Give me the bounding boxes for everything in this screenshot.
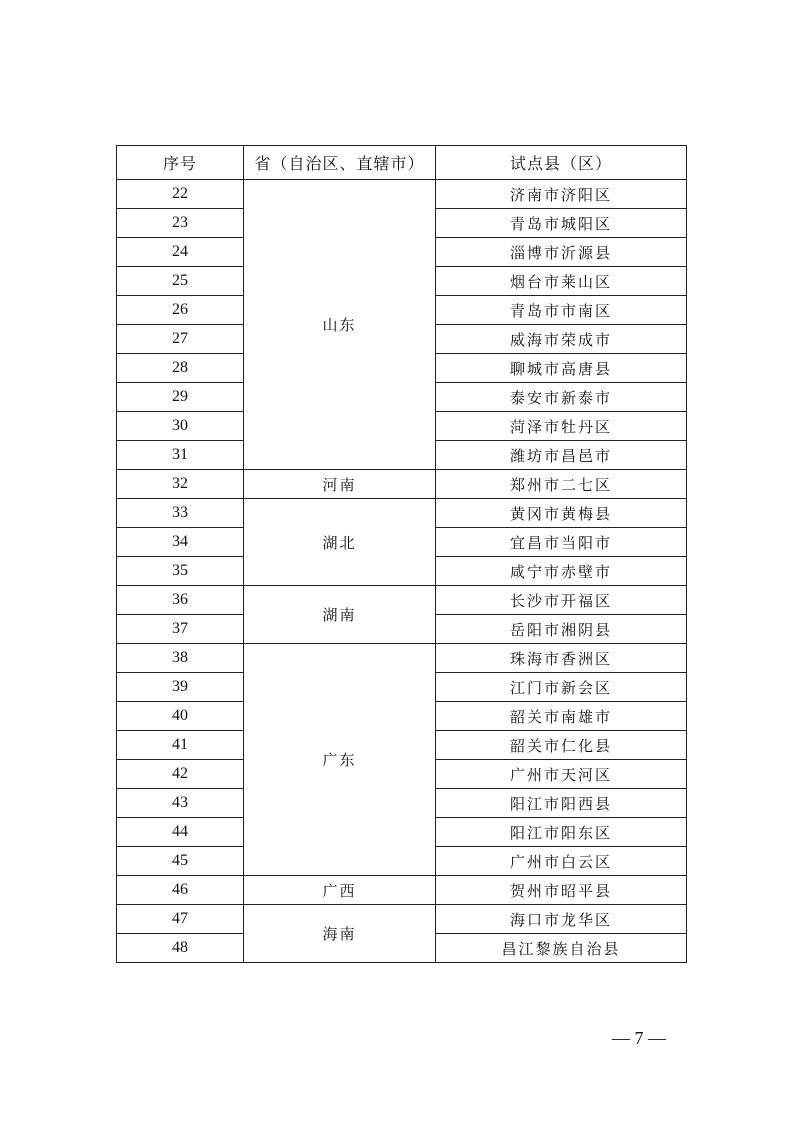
county-cell: 江门市新会区 <box>436 673 687 702</box>
row-index: 28 <box>117 354 244 383</box>
row-index: 27 <box>117 325 244 354</box>
county-cell: 潍坊市昌邑市 <box>436 441 687 470</box>
row-index: 30 <box>117 412 244 441</box>
county-cell: 黄冈市黄梅县 <box>436 499 687 528</box>
province-cell: 河南 <box>244 470 436 499</box>
province-cell: 山东 <box>244 180 436 470</box>
table-row <box>117 180 687 209</box>
row-index: 29 <box>117 383 244 412</box>
table-row <box>117 586 687 615</box>
row-index: 37 <box>117 615 244 644</box>
row-index: 35 <box>117 557 244 586</box>
row-index: 38 <box>117 644 244 673</box>
county-cell: 岳阳市湘阴县 <box>436 615 687 644</box>
row-index: 36 <box>117 586 244 615</box>
row-index: 46 <box>117 876 244 905</box>
page-number: — 7 — <box>612 1028 666 1048</box>
county-cell: 威海市荣成市 <box>436 325 687 354</box>
header-index: 序号 <box>117 146 244 180</box>
province-cell: 湖北 <box>244 499 436 586</box>
table-row <box>117 905 687 934</box>
row-index: 22 <box>117 180 244 209</box>
row-index: 44 <box>117 818 244 847</box>
row-index: 48 <box>117 934 244 963</box>
table-row <box>117 499 687 528</box>
row-index: 24 <box>117 238 244 267</box>
province-cell: 海南 <box>244 905 436 963</box>
row-index: 34 <box>117 528 244 557</box>
row-index: 33 <box>117 499 244 528</box>
county-cell: 咸宁市赤壁市 <box>436 557 687 586</box>
row-index: 43 <box>117 789 244 818</box>
row-index: 25 <box>117 267 244 296</box>
county-cell: 泰安市新泰市 <box>436 383 687 412</box>
row-index: 41 <box>117 731 244 760</box>
row-index: 47 <box>117 905 244 934</box>
county-cell: 菏泽市牡丹区 <box>436 412 687 441</box>
table-row <box>117 470 687 499</box>
row-index: 45 <box>117 847 244 876</box>
county-cell: 青岛市市南区 <box>436 296 687 325</box>
county-cell: 阳江市阳东区 <box>436 818 687 847</box>
province-cell: 湖南 <box>244 586 436 644</box>
county-cell: 韶关市仁化县 <box>436 731 687 760</box>
province-cell: 广西 <box>244 876 436 905</box>
county-cell: 淄博市沂源县 <box>436 238 687 267</box>
county-cell: 韶关市南雄市 <box>436 702 687 731</box>
row-index: 42 <box>117 760 244 789</box>
header-county: 试点县（区） <box>436 146 687 180</box>
row-index: 23 <box>117 209 244 238</box>
county-cell: 烟台市莱山区 <box>436 267 687 296</box>
county-cell: 聊城市高唐县 <box>436 354 687 383</box>
county-cell: 贺州市昭平县 <box>436 876 687 905</box>
county-cell: 郑州市二七区 <box>436 470 687 499</box>
row-index: 39 <box>117 673 244 702</box>
county-cell: 长沙市开福区 <box>436 586 687 615</box>
county-cell: 青岛市城阳区 <box>436 209 687 238</box>
table-row <box>117 644 687 673</box>
county-cell: 昌江黎族自治县 <box>436 934 687 963</box>
county-cell: 济南市济阳区 <box>436 180 687 209</box>
table-body <box>117 180 687 963</box>
row-index: 32 <box>117 470 244 499</box>
header-province: 省（自治区、直辖市） <box>244 146 436 180</box>
county-cell: 广州市天河区 <box>436 760 687 789</box>
table-header-row <box>117 146 687 180</box>
county-cell: 宜昌市当阳市 <box>436 528 687 557</box>
province-cell: 广东 <box>244 644 436 876</box>
county-cell: 阳江市阳西县 <box>436 789 687 818</box>
table-row <box>117 876 687 905</box>
row-index: 31 <box>117 441 244 470</box>
row-index: 26 <box>117 296 244 325</box>
row-index: 40 <box>117 702 244 731</box>
county-cell: 广州市白云区 <box>436 847 687 876</box>
county-cell: 海口市龙华区 <box>436 905 687 934</box>
county-cell: 珠海市香洲区 <box>436 644 687 673</box>
pilot-county-table <box>116 145 687 963</box>
